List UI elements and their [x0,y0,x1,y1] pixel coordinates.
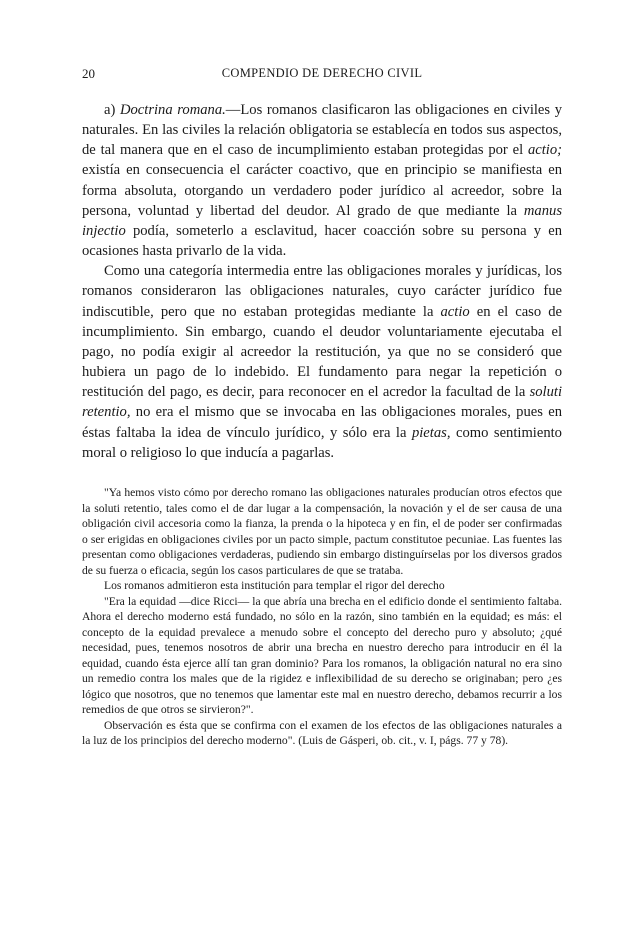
paragraph-text: como sentimiento moral o religioso lo que inducía a pagarlas. [82,424,562,461]
paragraph-obligaciones-naturales [82,261,562,463]
term-actio: actio; [527,142,562,159]
section-label: a) [104,102,120,118]
paragraph-doctrina-romana [82,100,562,261]
term-actio: actio [440,303,470,320]
page-header [82,66,562,84]
term-soluti-retentio: soluti retentio, [82,384,562,421]
page-number: 20 [82,66,95,81]
quote-paragraph: "Era la equidad —dice Ricci— la que abría una brecha en el edificio donde el sentimiento faltaba. Ahora el derecho moderno está fundado, no sólo en la razón, sino también en la equidad; es más: el concepto de la equidad prevalece a menudo sobre el concepto del derecho puro y absoluto; ¿qué necesidad, pues, tenemos nosotros de abrir una brecha en nuestro derecho para introducir en él la equidad, cuando ésta ejerce allí tan gran dominio? Para los romanos, la obligación natural no era sino un remedio contra los males que de la rigidez e inflexibilidad de su derecho se originaban; pero ¿es lógico que nosotros, que no tenemos que lamentar este mal en nuestro derecho, debamos recurrir a los remedios de que otros se sirvieron?". [82,594,562,716]
term-manus-injectio: manus injectio [82,202,562,239]
quote-paragraph: Observación es ésta que se confirma con el examen de los efectos de las obligaciones naturales a la luz de los principios del derecho moderno". (Luis de Gásperi, ob. cit., v. I, págs. 77 y 78). [82,718,562,747]
main-text [82,100,562,463]
section-title: Doctrina romana. [119,102,226,118]
quote-paragraph: "Ya hemos visto cómo por derecho romano las obligaciones naturales producían otros efectos que la soluti retentio, tales como el de dar lugar a la compensación, la novación y el de ser causa de una obligación civil accesoria como la fianza, la prenda o la hipoteca y en fin, el de poder ser confirmadas o ser erigidas en obligaciones civiles por un pacto simple, pactum constitutoe pecuniae. Las fuentes las presentan como obligaciones verdaderas, pudiendo sin embargo distinguírselas por los diversos grados de su fuerza o eficacia, según los casos particulares de que se trataba. [82,486,562,577]
quote-paragraph: Los romanos admitieron esta institución para templar el rigor del derecho [104,579,445,592]
paragraph-text: podía, someterlo a esclavitud, hacer coacción sobre su persona y en ocasiones hasta privarlo de la vida. [82,222,562,260]
running-title: COMPENDIO DE DERECHO CIVIL [221,66,423,80]
paragraph-text: no era el mismo que se invocaba en las obligaciones morales, pues en éstas faltaba la idea de vínculo jurídico, y sólo era la [82,404,562,441]
block-quote [82,485,562,749]
paragraph-text: existía en consecuencia el carácter coactivo, que en principio se manifiesta en forma absoluta, otorgando un verdadero poder jurídico al acreedor, sobre la persona, voluntad y libertad del deudor. Al grado de que mediante la [82,162,562,219]
paragraph-text: en el caso de incumplimiento. Sin embargo, cuando el deudor voluntariamente ejecutaba el pago, no podía exigir al acreedor la restitución, ya que no se consideró que hubiera un pago de lo indebido. El fundamento para negar la repetición o restitución del pago, es decir, para reconocer en el acredor la facultad de la [82,303,562,401]
paragraph-text: Como una categoría intermedia entre las obligaciones morales y jurídicas, los romanos consideraron las obligaciones naturales, cuyo carácter jurídico fue indiscutible, pero que no estaban protegidas mediante la [82,263,562,320]
term-pietas: pietas, [411,424,451,441]
paragraph-text: —Los romanos clasificaron las obligaciones en civiles y naturales. En las civiles la relación obligatoria se establecía en todos sus aspectos, de tal manera que en el caso de incumplimiento estaban protegidas por el [82,102,562,159]
